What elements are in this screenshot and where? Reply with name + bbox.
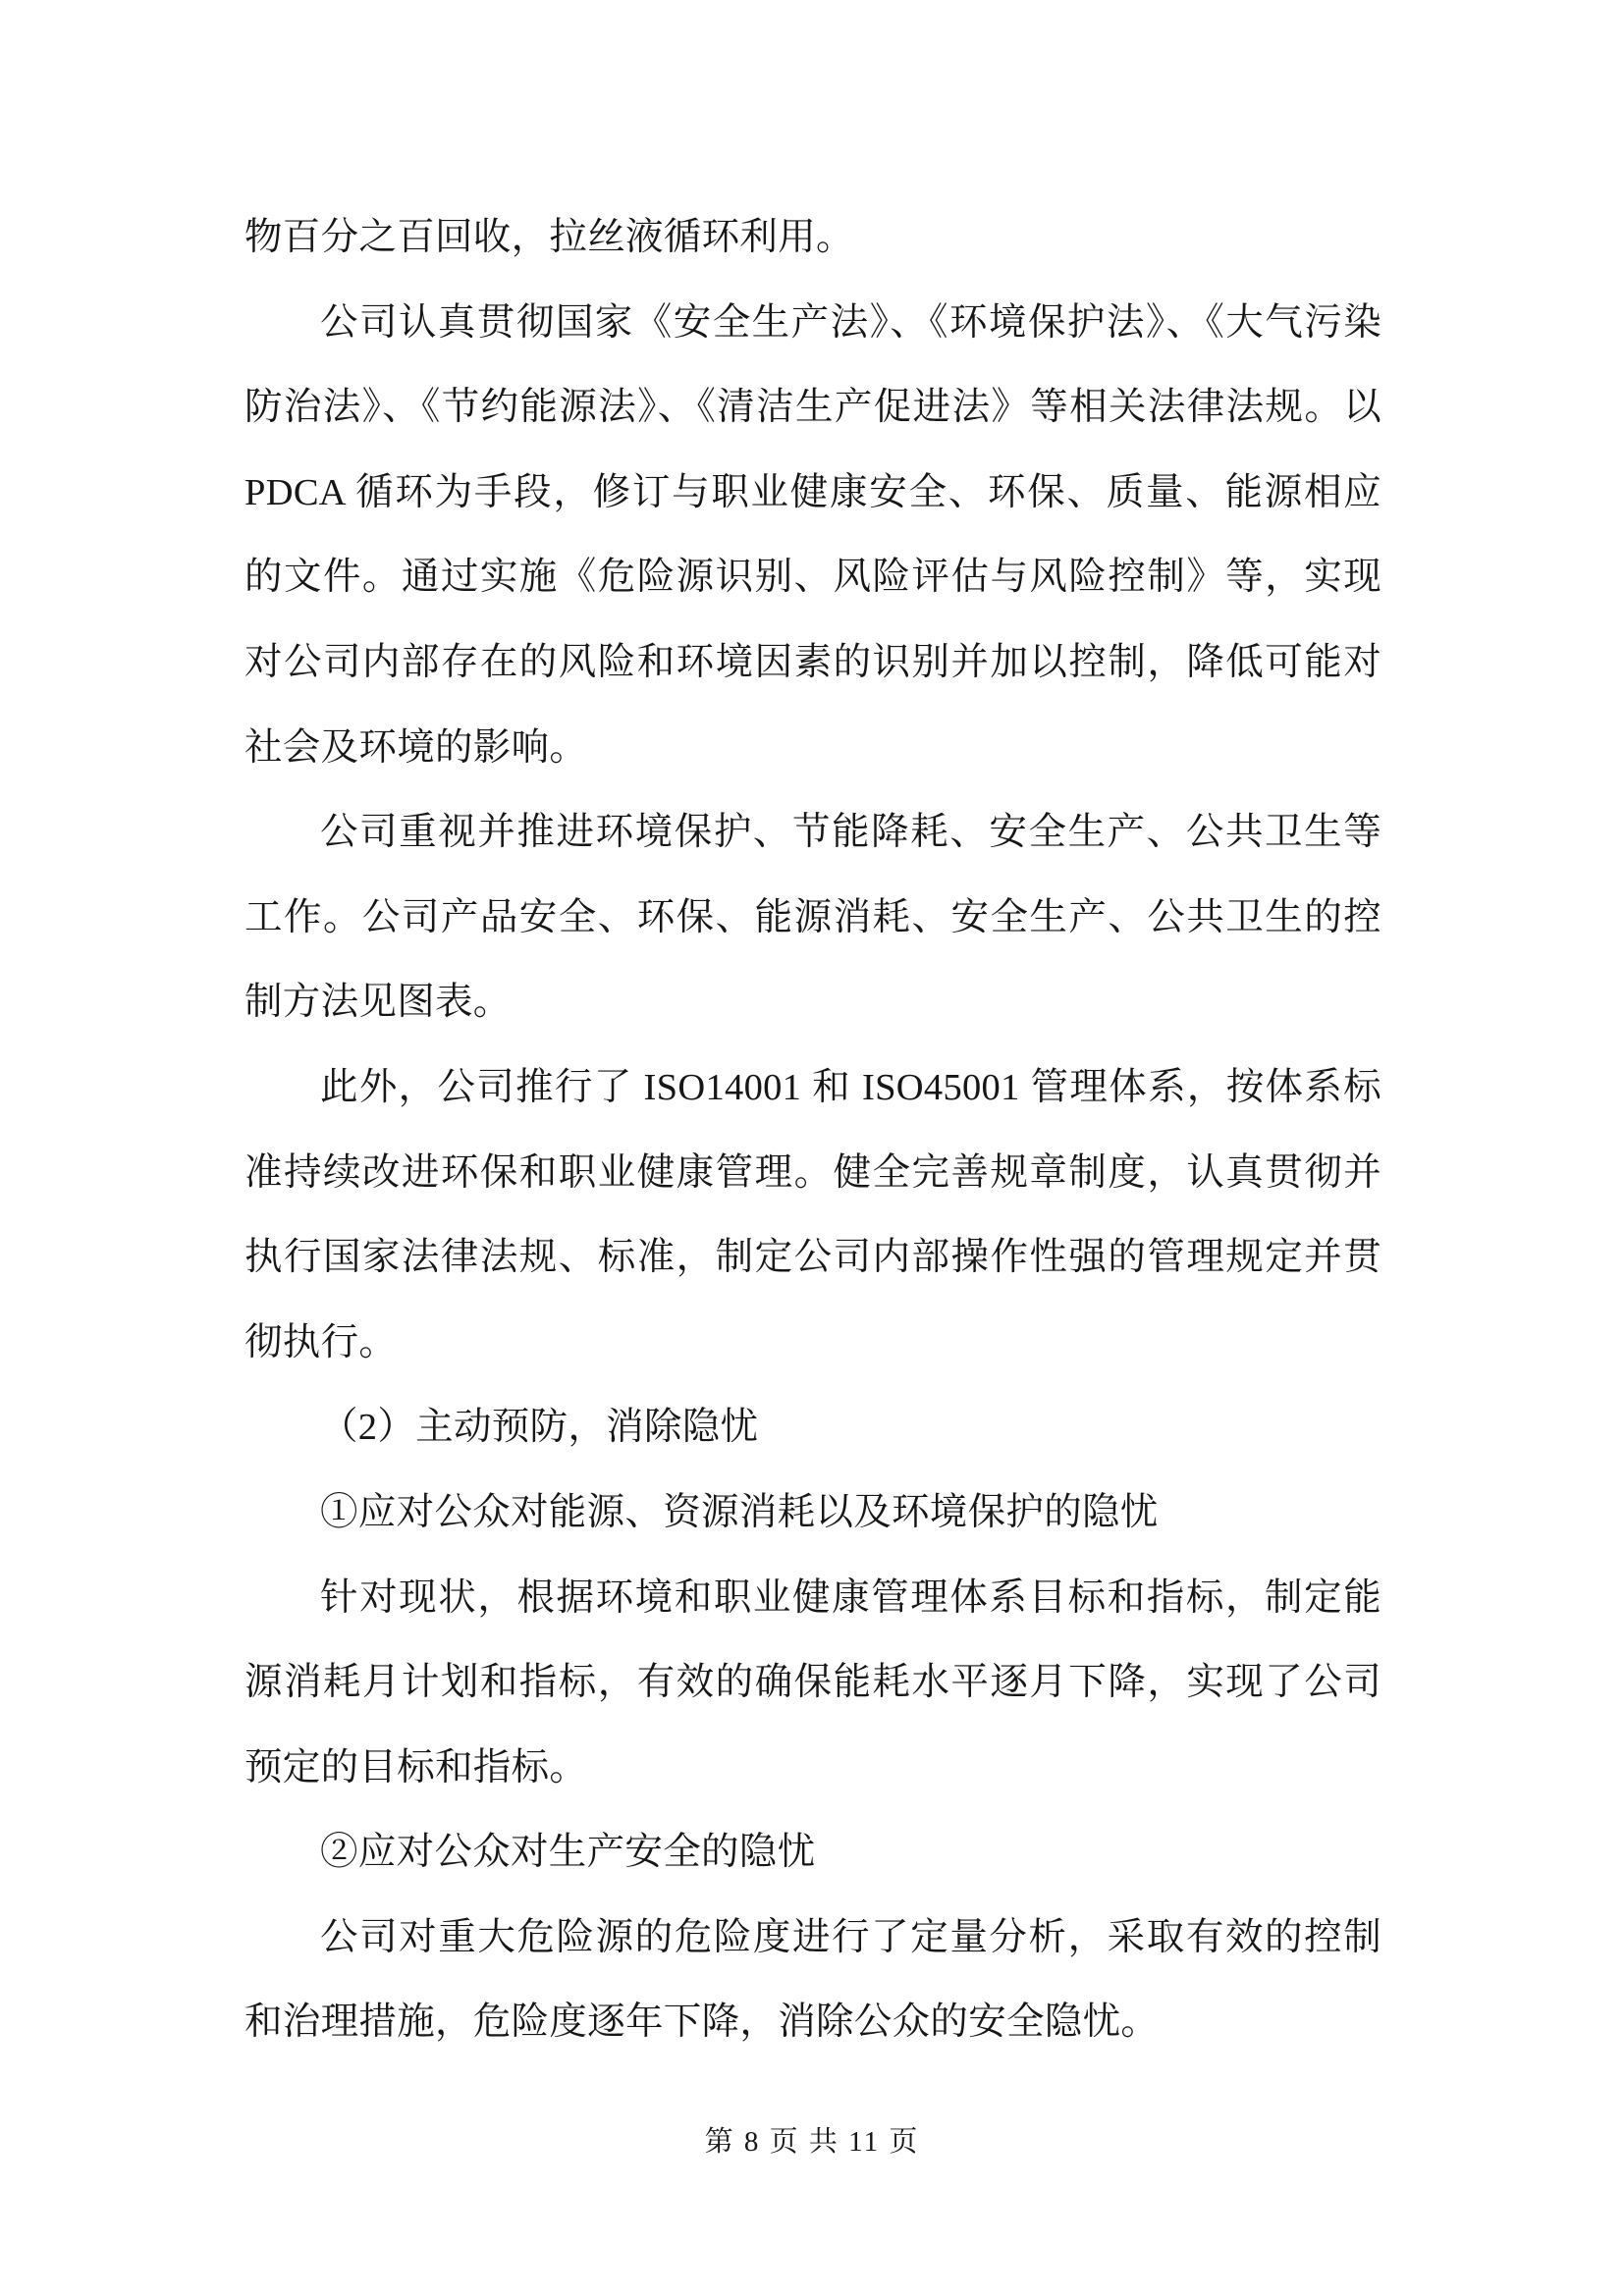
document-body (244, 195, 1381, 2065)
paragraph: （2）主动预防，消除隐忧 (320, 1407, 759, 1449)
page-number: 8 (743, 2126, 761, 2158)
paragraph: 物百分之百回收，拉丝液循环利用。 (244, 217, 854, 258)
paragraph: 公司对重大危险源的危险度进行了定量分析，采取有效的控制和治理措施，危险度逐年下降，消除公众的安全隐忧。 (244, 1916, 1381, 2044)
page-footer (0, 2120, 1624, 2163)
footer-label-page: 第 (704, 2126, 735, 2158)
footer-label-pages: 页 (889, 2126, 920, 2158)
paragraph: 公司重视并推进环境保护、节能降耗、安全生产、公共卫生等工作。公司产品安全、环保、能源消耗、安全生产、公共卫生的控制方法见图表。 (244, 812, 1381, 1024)
paragraph: 针对现状，根据环境和职业健康管理体系目标和指标，制定能源消耗月计划和指标，有效的确保能耗水平逐月下降，实现了公司预定的目标和指标。 (244, 1576, 1381, 1789)
footer-label-of: 页 共 (769, 2126, 839, 2158)
total-pages: 11 (848, 2126, 881, 2158)
paragraph: ①应对公众对能源、资源消耗以及环境保护的隐忧 (320, 1491, 1159, 1533)
paragraph: 此外，公司推行了 ISO14001 和 ISO45001 管理体系，按体系标准持续改进环保和职业健康管理。健全完善规章制度，认真贯彻并执行国家法律法规、标准，制定公司内部操作性强的管理规定并贯彻执行。 (244, 1066, 1381, 1363)
paragraph: 公司认真贯彻国家《安全生产法》、《环境保护法》、《大气污染防治法》、《节约能源法》、《清洁生产促进法》等相关法律法规。以 PDCA 循环为手段，修订与职业健康安全、环保、质量、能源相应的文件。通过实施《危险源识别、风险评估与风险控制》等，实现对公司内部存在的风险和环境因素的识别并加以控制，降低可能对社会及环境的影响。 (244, 301, 1381, 769)
paragraph: ②应对公众对生产安全的隐忧 (320, 1832, 816, 1874)
